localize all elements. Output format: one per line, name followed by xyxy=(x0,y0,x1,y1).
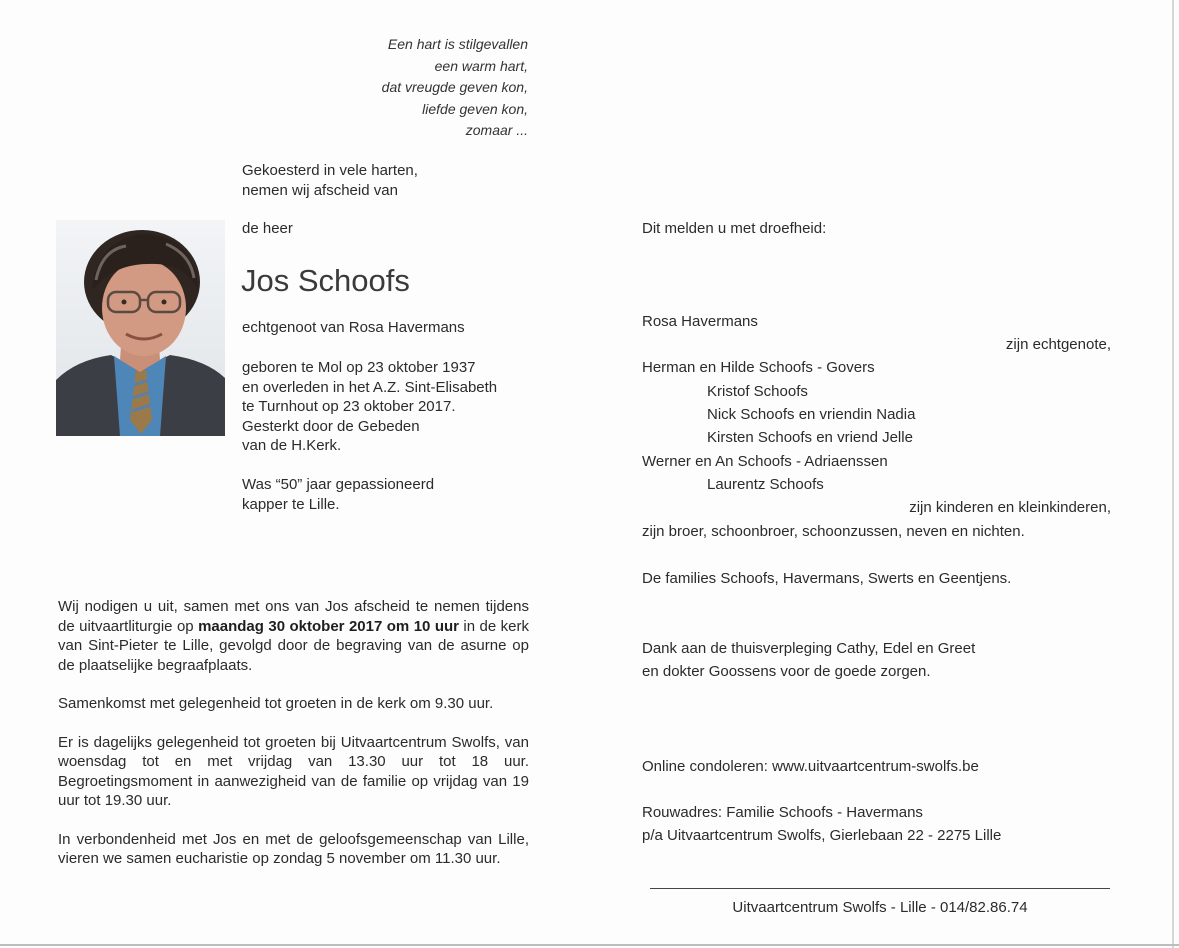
footer-funeral-home: Uitvaartcentrum Swolfs - Lille - 014/82.86.74 xyxy=(732,899,1028,916)
invitation-text: in de kerk van Sint-Pieter te Lille, gevolgd door de begraving van de asurne op de plaatselijke begraafplaats. xyxy=(58,617,530,674)
family-grandchild: Laurentz Schoofs xyxy=(707,476,824,493)
intro-line: nemen wij afscheid van xyxy=(242,181,398,199)
poem-line: Een hart is stilgevallen xyxy=(387,36,528,52)
title-prefix: de heer xyxy=(242,220,293,237)
intro xyxy=(242,161,418,200)
poem xyxy=(300,34,528,142)
bio-line: van de H.Kerk. xyxy=(242,437,342,454)
poem-line: liefde geven kon, xyxy=(422,100,528,117)
invitation-paragraph xyxy=(58,597,529,675)
thanks-line: Dank aan de thuisverpleging Cathy, Edel en Greet xyxy=(642,640,976,657)
family-children-role: zijn kinderen en kleinkinderen, xyxy=(909,499,1111,516)
thanks-line: en dokter Goossens voor de goede zorgen. xyxy=(642,663,931,680)
family-spouse-name: Rosa Havermans xyxy=(642,313,758,330)
announcement: Dit melden u met droefheid: xyxy=(642,220,827,237)
family-siblings: zijn broer, schoonbroer, schoonzussen, neven en nichten. xyxy=(642,523,1025,540)
poem-line: zomaar ... xyxy=(465,122,528,138)
address-line: Rouwadres: Familie Schoofs - Havermans xyxy=(642,804,923,821)
intro-line: Gekoesterd in vele harten, xyxy=(242,162,418,179)
address-line: p/a Uitvaartcentrum Swolfs, Gierlebaan 22 - 2275 Lille xyxy=(642,827,1002,844)
bio-line: en overleden in het A.Z. Sint-Elisabeth xyxy=(242,378,498,396)
passion xyxy=(242,475,434,514)
family-grandchild: Kirsten Schoofs en vriend Jelle xyxy=(707,429,913,446)
family-grandchild: Kristof Schoofs xyxy=(707,383,808,400)
invitation xyxy=(58,597,529,888)
passion-line: Was “50” jaar gepassioneerd xyxy=(242,476,435,493)
bio-line: te Turnhout op 23 oktober 2017. xyxy=(242,398,456,415)
family-child: Herman en Hilde Schoofs - Govers xyxy=(642,359,875,376)
bio-line: Gesterkt door de Gebeden xyxy=(242,417,420,435)
visiting-paragraph: Er is dagelijks gelegenheid tot groeten bij Uitvaartcentrum Swolfs, van woensdag tot en met vrijdag van 13.30 uur tot 18 uur. Begroetingsmoment in aanwezigheid van de familie op vrijdag van 19 uur tot 19.30 uur. xyxy=(58,733,529,809)
family-child: Werner en An Schoofs - Adriaenssen xyxy=(642,453,888,470)
gathering-paragraph: Samenkomst met gelegenheid tot groeten in de kerk om 9.30 uur. xyxy=(58,695,494,712)
family-spouse-role: zijn echtgenote, xyxy=(1005,336,1111,353)
passion-line: kapper te Lille. xyxy=(242,495,340,513)
bio-line: geboren te Mol op 23 oktober 1937 xyxy=(242,359,476,376)
portrait-photo xyxy=(56,220,225,436)
invitation-text: Wij nodigen u uit, samen met ons van Jos afscheid te nemen tijdens de uitvaartliturgie op xyxy=(58,598,529,635)
ceremony-datetime: maandag 30 oktober 2017 om 10 uur xyxy=(198,617,459,635)
family-grandchild: Nick Schoofs en vriendin Nadia xyxy=(707,406,916,423)
poem-line: een warm hart, xyxy=(434,57,528,74)
deceased-name: Jos Schoofs xyxy=(241,263,410,298)
family-families: De families Schoofs, Havermans, Swerts en Geentjens. xyxy=(642,570,1012,587)
footer-divider xyxy=(650,888,1110,889)
spouse-line: echtgenoot van Rosa Havermans xyxy=(242,319,465,336)
online-condolence: Online condoleren: www.uitvaartcentrum-swolfs.be xyxy=(642,758,979,775)
poem-line: dat vreugde geven kon, xyxy=(381,79,528,95)
page-edge-right xyxy=(1172,0,1174,948)
eucharist-paragraph: In verbondenheid met Jos en met de geloofsgemeenschap van Lille, vieren we samen eucharistie op zondag 5 november om 11.30 uur. xyxy=(58,830,529,867)
biography xyxy=(242,358,497,456)
page-edge-bottom xyxy=(0,944,1179,946)
